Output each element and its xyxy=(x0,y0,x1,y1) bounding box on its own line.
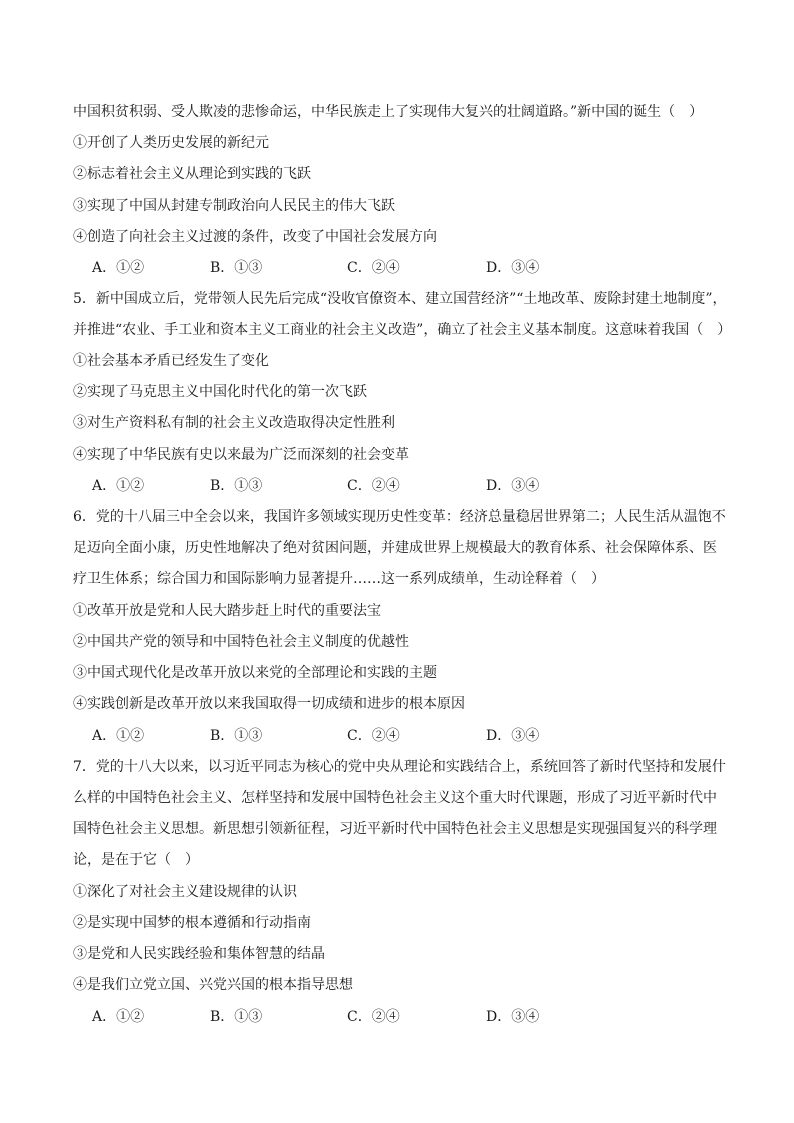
question-6-item: ③中国式现代化是改革开放以来党的全部理论和实践的主题 xyxy=(73,665,437,681)
option-d[interactable]: D．③④ xyxy=(486,260,540,276)
question-6-stem: 足迈向全面小康，历史性地解决了绝对贫困问题，并建成世界上规模最大的教育体系、社会保障体系、医 xyxy=(73,540,717,556)
option-c[interactable]: C．②④ xyxy=(347,728,400,744)
question-6-stem: 疗卫生体系；综合国力和国际影响力显著提升……这一系列成绩单，生动诠释着（ ） xyxy=(73,571,605,587)
option-d[interactable]: D．③④ xyxy=(486,728,540,744)
question-6-item: ②中国共产党的领导和中国特色社会主义制度的优越性 xyxy=(73,634,409,650)
question-6-stem: 6．党的十八届三中全会以来，我国许多领域实现历史性变革：经济总量稳居世界第二；人民生活从温饱不 xyxy=(73,509,726,525)
question-7-item: ②是实现中国梦的根本遵循和行动指南 xyxy=(73,915,311,931)
option-c[interactable]: C．②④ xyxy=(347,260,400,276)
question-5-item: ②实现了马克思主义中国化时代化的第一次飞跃 xyxy=(73,384,367,400)
question-5-stem: 并推进“农业、手工业和资本主义工商业的社会主义改造”，确立了社会主义基本制度。这意味着我国（ ） xyxy=(73,322,732,338)
question-4-stem: 中国积贫积弱、受人欺凌的悲惨命运，中华民族走上了实现伟大复兴的壮阔道路。”新中国的诞生（ ） xyxy=(73,104,704,120)
question-7-item: ④是我们立党立国、兴党兴国的根本指导思想 xyxy=(73,977,353,993)
option-c[interactable]: C．②④ xyxy=(347,1009,400,1025)
question-5-item: ①社会基本矛盾已经发生了变化 xyxy=(73,353,269,369)
option-b[interactable]: B．①③ xyxy=(210,478,263,494)
question-4-item: ②标志着社会主义从理论到实践的飞跃 xyxy=(73,166,311,182)
question-4-item: ③实现了中国从封建专制政治向人民民主的伟大飞跃 xyxy=(73,198,395,214)
question-6-item: ④实践创新是改革开放以来我国取得一切成绩和进步的根本原因 xyxy=(73,696,465,712)
option-a[interactable]: A．①② xyxy=(92,260,145,276)
question-5-item: ④实现了中华民族有史以来最为广泛而深刻的社会变革 xyxy=(73,447,409,463)
question-4-item: ①开创了人类历史发展的新纪元 xyxy=(73,135,269,151)
question-4-item: ④创造了向社会主义过渡的条件，改变了中国社会发展方向 xyxy=(73,229,437,245)
question-7-stem: 论，是在于它（ ） xyxy=(73,852,199,868)
question-7-item: ①深化了对社会主义建设规律的认识 xyxy=(73,884,297,900)
question-7-item: ③是党和人民实践经验和集体智慧的结晶 xyxy=(73,946,325,962)
question-5-stem: 5．新中国成立后，党带领人民先后完成“没收官僚资本、建立国营经济”“土地改革、废除封建土地制度”， xyxy=(73,291,727,307)
question-6-item: ①改革开放是党和人民大踏步赶上时代的重要法宝 xyxy=(73,603,381,619)
option-b[interactable]: B．①③ xyxy=(210,260,263,276)
option-b[interactable]: B．①③ xyxy=(210,728,263,744)
option-b[interactable]: B．①③ xyxy=(210,1009,263,1025)
option-a[interactable]: A．①② xyxy=(92,1009,145,1025)
question-7-stem: 7．党的十八大以来，以习近平同志为核心的党中央从理论和实践结合上，系统回答了新时代坚持和发展什 xyxy=(73,759,726,775)
option-a[interactable]: A．①② xyxy=(92,478,145,494)
question-7-stem: 国特色社会主义思想。新思想引领新征程，习近平新时代中国特色社会主义思想是实现强国复兴的科学理 xyxy=(73,821,717,837)
question-5-item: ③对生产资料私有制的社会主义改造取得决定性胜利 xyxy=(73,415,395,431)
option-c[interactable]: C．②④ xyxy=(347,478,400,494)
option-a[interactable]: A．①② xyxy=(92,728,145,744)
question-7-stem: 么样的中国特色社会主义、怎样坚持和发展中国特色社会主义这个重大时代课题，形成了习近平新时代中 xyxy=(73,790,717,806)
option-d[interactable]: D．③④ xyxy=(486,1009,540,1025)
option-d[interactable]: D．③④ xyxy=(486,478,540,494)
